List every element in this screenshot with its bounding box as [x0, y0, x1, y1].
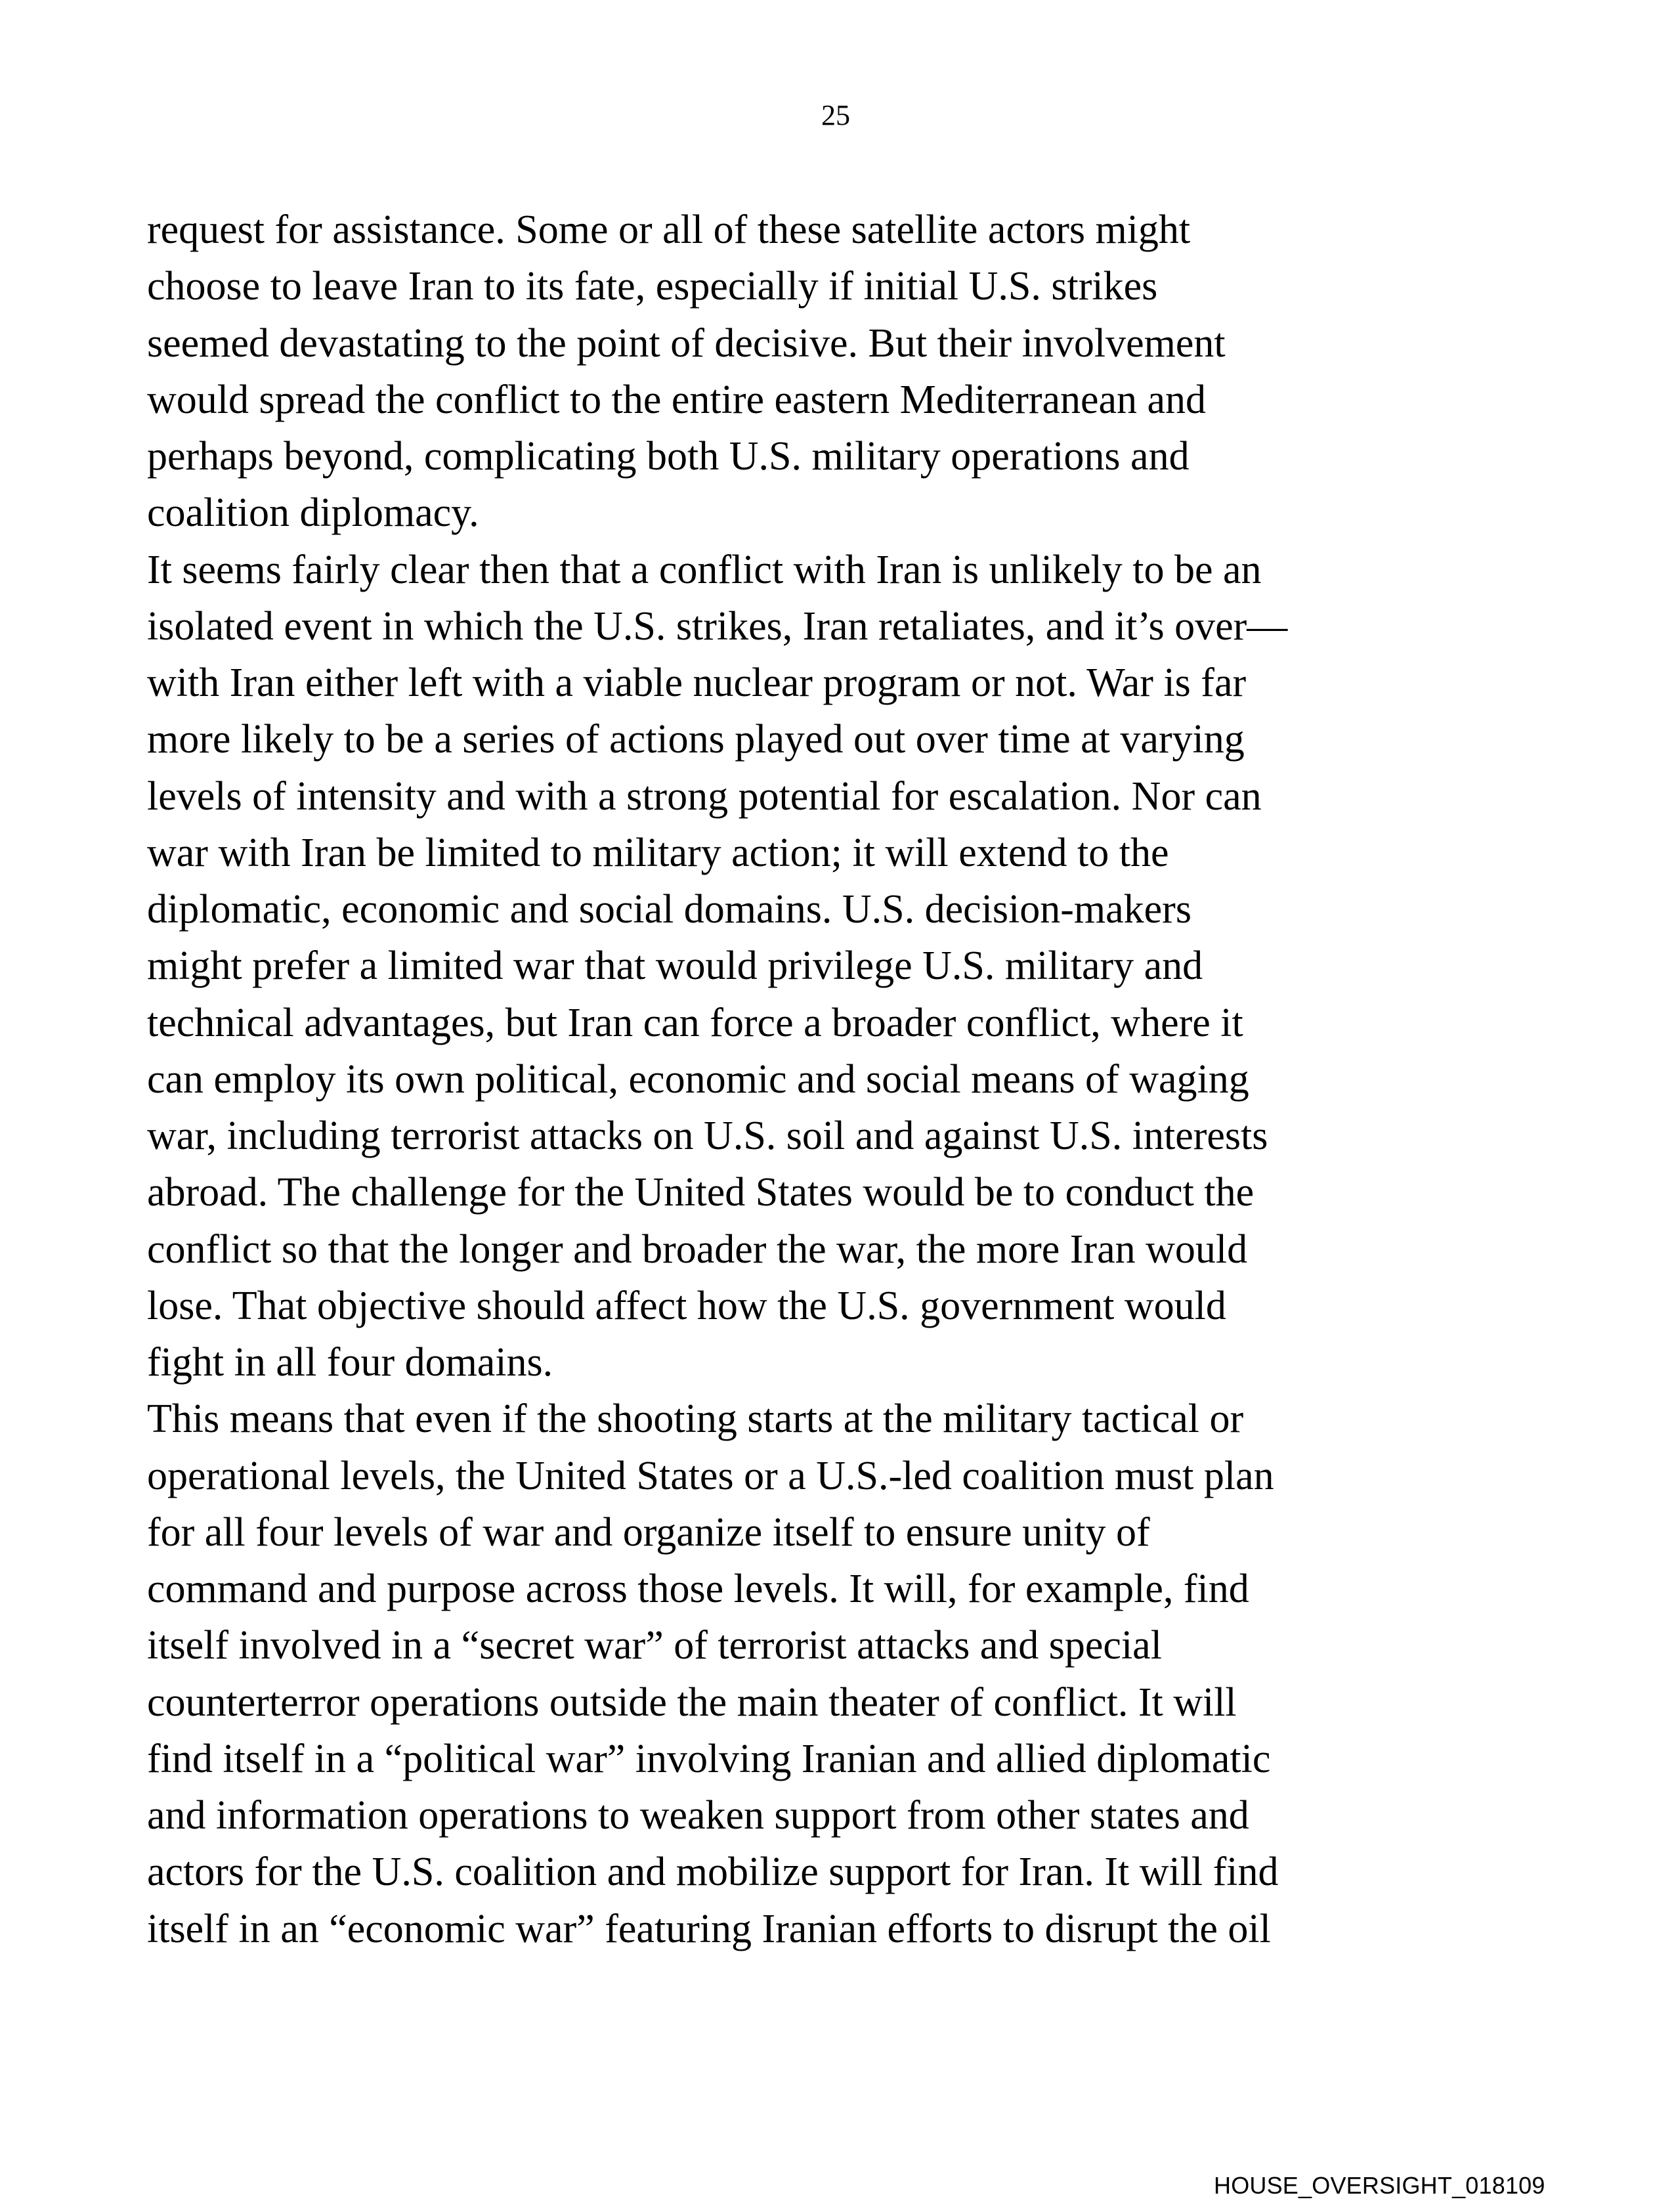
text-line: might prefer a limited war that would privilege U.S. military and	[147, 943, 1203, 989]
text-line: with Iran either left with a viable nuclear program or not. War is far	[147, 661, 1247, 705]
text-line: isolated event in which the U.S. strikes, Iran retaliates, and it’s over—	[147, 603, 1288, 649]
text-line: fight in all four domains.	[147, 1340, 553, 1385]
text-line: It seems fairly clear then that a conflict with Iran is unlikely to be an	[147, 547, 1262, 592]
text-line: technical advantages, but Iran can force a broader conflict, where it	[147, 1000, 1243, 1045]
text-line: coalition diplomacy.	[147, 490, 479, 536]
text-line: diplomatic, economic and social domains. U.S. decision-makers	[147, 887, 1191, 932]
text-line: war with Iran be limited to military action; it will extend to the	[147, 830, 1169, 875]
text-line: itself in an “economic war” featuring Iranian efforts to disrupt the oil	[147, 1906, 1271, 1951]
text-line: for all four levels of war and organize itself to ensure unity of	[147, 1509, 1150, 1555]
text-line: conflict so that the longer and broader the war, the more Iran would	[147, 1226, 1248, 1272]
text-line: choose to leave Iran to its fate, especially if initial U.S. strikes	[147, 264, 1158, 309]
text-line: abroad. The challenge for the United States would be to conduct the	[147, 1170, 1255, 1215]
text-line: actors for the U.S. coalition and mobilize support for Iran. It will find	[147, 1850, 1279, 1895]
text-line: perhaps beyond, complicating both U.S. military operations and	[147, 434, 1190, 479]
text-line: counterterror operations outside the main theater of conflict. It will	[147, 1680, 1237, 1725]
text-line: find itself in a “political war” involving Iranian and allied diplomatic	[147, 1736, 1271, 1781]
text-line: can employ its own political, economic and social means of waging	[147, 1056, 1249, 1102]
text-line: and information operations to weaken support from other states and	[147, 1793, 1249, 1838]
page-number: 25	[821, 99, 850, 131]
text-line: more likely to be a series of actions played out over time at varying	[147, 717, 1245, 762]
text-line: request for assistance. Some or all of these satellite actors might	[147, 207, 1191, 252]
text-line: This means that even if the shooting starts at the military tactical or	[147, 1397, 1244, 1442]
body-text	[147, 202, 1591, 1957]
text-line: lose. That objective should affect how the U.S. government would	[147, 1283, 1226, 1328]
paragraph-1	[147, 202, 1591, 542]
text-line: would spread the conflict to the entire eastern Mediterranean and	[147, 377, 1207, 422]
paragraph-2	[147, 542, 1591, 1391]
text-line: itself involved in a “secret war” of terrorist attacks and special	[147, 1623, 1162, 1668]
text-line: war, including terrorist attacks on U.S. soil and against U.S. interests	[147, 1114, 1268, 1158]
document-id-footer: HOUSE_OVERSIGHT_018109	[1214, 2172, 1545, 2199]
text-line: command and purpose across those levels. It will, for example, find	[147, 1567, 1249, 1611]
text-line: levels of intensity and with a strong potential for escalation. Nor can	[147, 773, 1262, 819]
paragraph-3	[147, 1391, 1591, 1957]
text-line: seemed devastating to the point of decisive. But their involvement	[147, 320, 1226, 366]
text-line: operational levels, the United States or a U.S.-led coalition must plan	[147, 1453, 1274, 1498]
